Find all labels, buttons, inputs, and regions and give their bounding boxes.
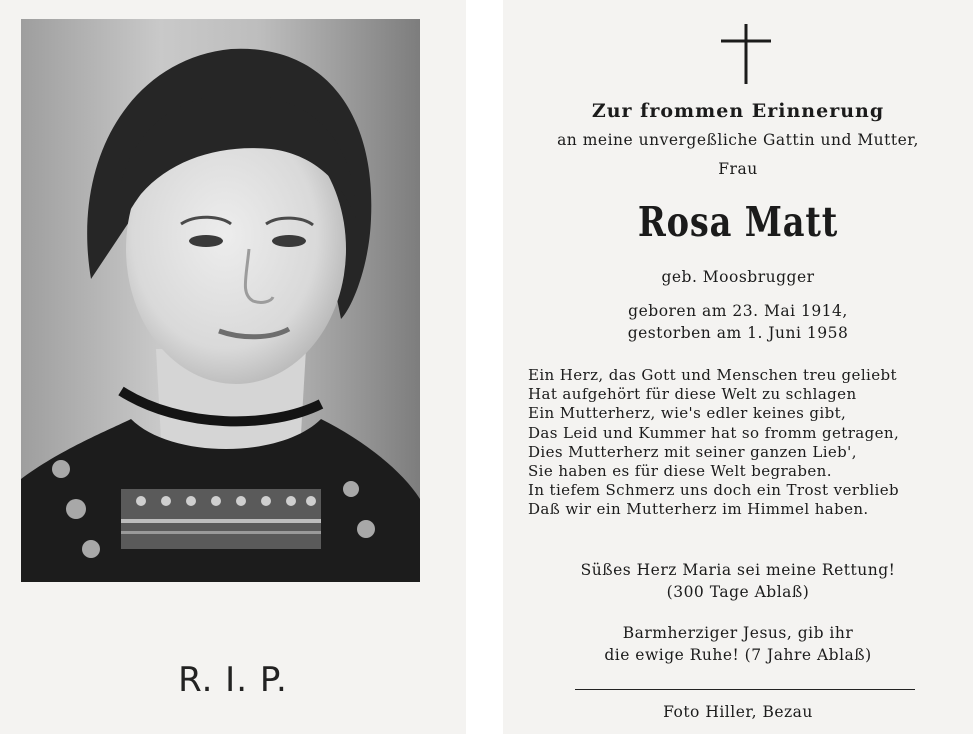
portrait-photo	[21, 19, 420, 582]
prayer-jesus: Barmherziger Jesus, gib ihr	[622, 624, 854, 642]
poem-line: Ein Mutterherz, wie's edler keines gibt,	[528, 404, 847, 423]
portrait-illustration	[21, 19, 420, 582]
poem-line: Dies Mutterherz mit seiner ganzen Lieb',	[528, 442, 857, 461]
indulgence-jesus: die ewige Ruhe! (7 Jahre Ablaß)	[604, 646, 872, 664]
cross-icon	[719, 24, 773, 86]
poem-line: Hat aufgehört für diese Welt zu schlagen	[528, 385, 857, 404]
subheading: an meine unvergeßliche Gattin und Mutter,	[557, 131, 919, 149]
deceased-name: Rosa Matt	[637, 198, 839, 246]
birth-date: geboren am 23. Mai 1914,	[628, 302, 848, 320]
death-date: gestorben am 1. Juni 1958	[627, 324, 849, 342]
memorial-card-text-side	[503, 0, 973, 734]
memorial-poem	[528, 366, 968, 520]
poem-line: Daß wir ein Mutterherz im Himmel haben.	[528, 500, 869, 519]
heading: Zur frommen Erinnerung	[591, 100, 885, 122]
title-word: Frau	[718, 160, 758, 178]
indulgence-maria: (300 Tage Ablaß)	[666, 583, 810, 601]
memorial-card-photo-side	[0, 0, 466, 734]
maiden-name: geb. Moosbrugger	[661, 268, 815, 286]
poem-line: Das Leid und Kummer hat so fromm getragen,	[528, 423, 900, 442]
poem-line: Ein Herz, das Gott und Menschen treu geliebt	[528, 366, 897, 384]
rip-footer: R. I. P.	[178, 660, 288, 700]
divider	[575, 689, 915, 690]
poem-line: In tiefem Schmerz uns doch ein Trost verblieb	[528, 481, 900, 500]
photographer-credit: Foto Hiller, Bezau	[663, 703, 813, 721]
prayer-maria: Süßes Herz Maria sei meine Rettung!	[580, 561, 896, 579]
poem-line: Sie haben es für diese Welt begraben.	[528, 461, 832, 480]
